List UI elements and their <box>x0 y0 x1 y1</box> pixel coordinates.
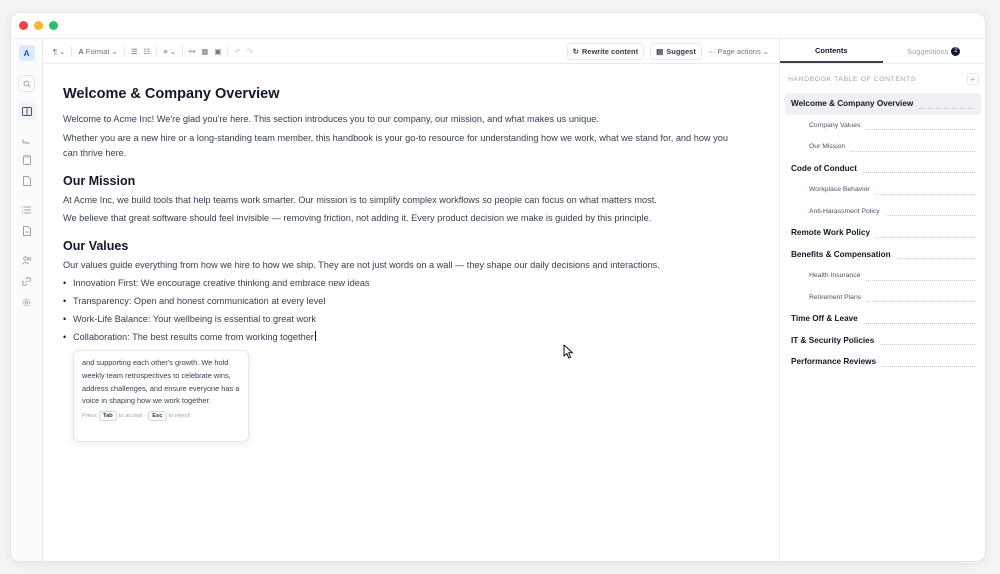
redo-button[interactable] <box>247 47 253 56</box>
toc-item-company-values[interactable]: Company Values <box>785 115 981 137</box>
toc-item-our-mission[interactable]: Our Mission <box>785 136 981 158</box>
undo-icon: ↶ <box>234 46 241 56</box>
toc-item-remote-work[interactable]: Remote Work Policy <box>785 222 981 244</box>
document-editor[interactable] <box>43 64 779 561</box>
toc-title: HANDBOOK TABLE OF CONTENTS <box>788 75 916 83</box>
comment-icon: ▤ <box>656 46 664 56</box>
bullet-list-icon: ☰ <box>130 46 138 56</box>
toc-item-time-off[interactable]: Time Off & Leave <box>785 308 981 330</box>
redo-icon: ↷ <box>246 46 254 56</box>
toc-item-retirement-plans[interactable]: Retirement Plans <box>785 287 981 309</box>
mouse-pointer-icon <box>563 344 574 359</box>
chart-icon[interactable] <box>18 130 36 148</box>
paragraph-icon: ¶ <box>53 46 58 56</box>
toc-item-anti-harassment[interactable]: Anti-Harassment Policy <box>785 201 981 223</box>
undo-button[interactable] <box>234 47 240 56</box>
table-of-contents <box>780 85 985 373</box>
toc-item-code-of-conduct[interactable]: Code of Conduct <box>785 158 981 180</box>
values-list <box>63 276 739 345</box>
toc-item-health-insurance[interactable]: Health Insurance <box>785 265 981 287</box>
mission-paragraph-2[interactable]: We believe that great software should feel invisible — removing friction, not adding it. Every product decision we make is guided by this principle. <box>63 213 652 223</box>
left-rail <box>11 39 43 561</box>
toolbar-divider <box>156 46 157 56</box>
insert-table-button[interactable] <box>201 47 208 56</box>
text-format-icon: A <box>78 46 84 56</box>
insert-image-button[interactable] <box>214 47 221 56</box>
align-dropdown[interactable] <box>163 47 176 56</box>
close-window-button[interactable] <box>19 21 28 30</box>
more-icon: ⋯ <box>707 46 716 56</box>
add-section-button[interactable] <box>967 73 979 85</box>
toc-item-workplace-behavior[interactable]: Workplace Behavior <box>785 179 981 201</box>
toolbar-divider <box>182 46 183 56</box>
esc-key[interactable]: Esc <box>148 411 166 421</box>
editor-toolbar <box>43 39 779 64</box>
link-icon[interactable] <box>18 272 36 290</box>
book-icon[interactable] <box>18 102 36 120</box>
search-icon[interactable] <box>18 75 35 92</box>
editor-pane <box>43 39 779 561</box>
ai-suggestion-popup[interactable] <box>73 350 249 442</box>
toolbar-divider <box>227 46 228 56</box>
chevron-down-icon: ⌄ <box>762 46 769 56</box>
toolbar-divider <box>71 46 72 56</box>
app-window <box>10 12 986 562</box>
list-icon[interactable] <box>18 201 36 219</box>
plus-icon: + <box>970 74 976 84</box>
text-caret <box>315 331 316 341</box>
suggest-label: Suggest <box>666 46 696 56</box>
paragraph-style-dropdown[interactable] <box>53 47 65 56</box>
tab-key[interactable]: Tab <box>99 411 117 421</box>
suggestion-hint: Press Tab to accept · Esc to reject <box>82 413 190 420</box>
tab-suggestions[interactable]: Suggestions 2 <box>883 39 986 63</box>
chevron-down-icon: ⌄ <box>59 46 66 56</box>
chevron-down-icon: ⌄ <box>111 46 118 56</box>
toc-header <box>780 64 985 85</box>
suggest-button[interactable] <box>650 43 702 60</box>
list-item[interactable]: • Collaboration: The best results come from working together <box>63 330 739 345</box>
chevron-down-icon: ⌄ <box>169 46 176 56</box>
insert-link-button[interactable] <box>189 47 195 56</box>
rewrite-label: Rewrite content <box>581 46 639 56</box>
values-intro-paragraph[interactable]: Our values guide everything from how we hire to how we ship. They are not just words on a wall — they shape our daily decisions and interactions. <box>63 259 660 270</box>
list-item[interactable]: • Transparency: Open and honest communication at every level <box>63 294 739 309</box>
settings-icon[interactable] <box>18 293 36 311</box>
document-title[interactable]: Welcome & Company Overview <box>63 86 280 102</box>
workspace-avatar[interactable]: A <box>19 45 35 61</box>
format-label: Format <box>85 46 110 56</box>
mission-heading[interactable]: Our Mission <box>63 173 136 188</box>
file-icon[interactable] <box>18 172 36 190</box>
toc-item-welcome[interactable]: Welcome & Company Overview <box>785 93 981 115</box>
suggestions-count-badge: 2 <box>951 47 960 56</box>
minimize-window-button[interactable] <box>34 21 43 30</box>
page-actions-dropdown[interactable] <box>708 47 769 56</box>
values-heading[interactable]: Our Values <box>63 238 129 253</box>
title-bar <box>11 13 985 39</box>
rewrite-content-button[interactable] <box>567 43 645 60</box>
page-actions-label: Page actions <box>717 46 761 56</box>
sidebar-tabs <box>780 39 985 64</box>
mission-paragraph-1[interactable]: At Acme Inc, we build tools that help teams work smarter. Our mission is to simplify complex workflows so people can focus on what matters most. <box>63 194 657 205</box>
bullet-list-button[interactable] <box>131 47 138 56</box>
image-icon: ▣ <box>214 46 222 56</box>
intro-paragraph-1[interactable]: Welcome to Acme Inc! We're glad you're here. This section introduces you to our company, our mission, and what makes us unique. <box>63 114 599 124</box>
toc-item-performance-reviews[interactable]: Performance Reviews <box>785 351 981 373</box>
list-item[interactable]: • Work-Life Balance: Your wellbeing is essential to great work <box>63 312 739 327</box>
document-icon[interactable] <box>18 222 36 240</box>
users-icon[interactable] <box>18 251 36 269</box>
format-dropdown[interactable] <box>78 47 117 56</box>
list-item[interactable]: • Innovation First: We encourage creative thinking and embrace new ideas <box>63 276 739 291</box>
suggestion-text: and supporting each other's growth. We hold weekly team retrospectives to celebrate wins, address challenges, and ensure everyone has a voice in shaping how we work together. <box>82 358 240 406</box>
numbered-list-icon: ☷ <box>143 46 151 56</box>
maximize-window-button[interactable] <box>49 21 58 30</box>
toc-item-benefits[interactable]: Benefits & Compensation <box>785 244 981 266</box>
tab-contents[interactable]: Contents <box>780 39 883 63</box>
table-icon: ▦ <box>201 46 209 56</box>
align-left-icon: ≡ <box>163 46 168 56</box>
link-icon: ⚯ <box>188 46 196 56</box>
refresh-icon: ↻ <box>572 46 579 56</box>
numbered-list-button[interactable] <box>144 47 151 56</box>
clipboard-icon[interactable] <box>18 151 36 169</box>
toolbar-divider <box>124 46 125 56</box>
toc-item-it-security[interactable]: IT & Security Policies <box>785 330 981 352</box>
intro-paragraph-2[interactable]: Whether you are a new hire or a long-standing team member, this handbook is your go-to resource for understanding how we work, what we stand for, and how you can thrive here. <box>63 132 728 158</box>
right-sidebar <box>779 39 985 561</box>
